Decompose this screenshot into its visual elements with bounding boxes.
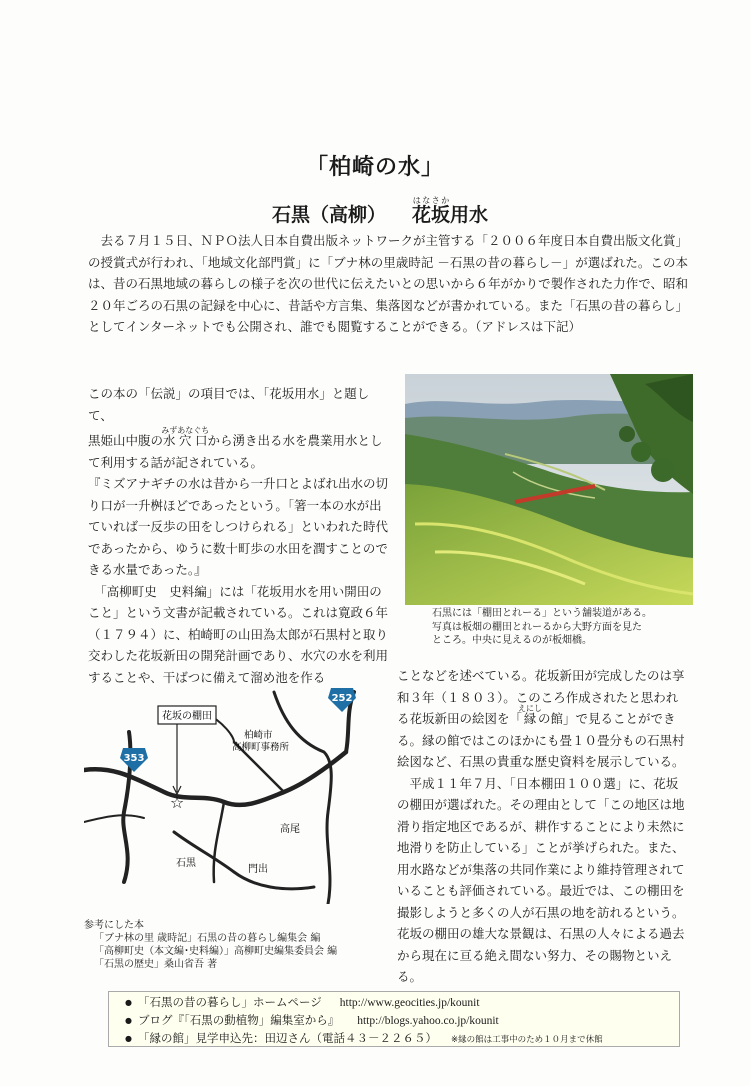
route-353-badge [120,748,148,772]
svg-text:252: 252 [331,693,353,704]
map-office-line1: 柏崎市 [244,730,273,741]
references [84,919,374,971]
left-p1: この本の「伝説」の項目では、「花坂用水」と題して、 [88,386,370,423]
area-map [84,682,368,904]
route-252-badge [328,688,356,712]
footer-info-box [108,991,680,1047]
footer-item-contact: ● 「縁の館」見学申込先：田辺さん（電話４３－２２６５） ※縁の館は工事中のため１０月まで休館 [125,1030,679,1049]
left-p4: 「高柳町史 史料編」には「花坂用水を用い開田のこと」という文書が記載されている。これは寛政６年（１７９４）に、柏崎町の山田為太郎が石黒村と取り交わした花坂新田の開発計画であり、水穴の水を利用することや、干ばつに備えて溜め池を作る [88,583,389,685]
subtitle-place: 石黒（高柳） [272,204,387,226]
right-p1: ことなどを述べている。花坂新田が完成したのは享和３年（１８０３）。このころ作成されたと思われる花坂新田の絵図を「縁えにしの館」で見ることができる。縁の館ではこのほかにも畳１０畳分もの石黒村絵図など、石黒の貴重な歴史資料を展示している。 [397,668,685,769]
left-p3: 『ミズアナギチの水は昔から一升口とよばれ出水の切り口が一升桝ほどであったという。「箸一本の水が出ていれば一反歩の田をしつけられる」といわれた時代であったから、ゆうに数十町歩の水田を潤すことのできる水量であった。』 [88,476,389,577]
left-column-text [88,383,388,688]
map-place-ishiguro: 石黒 [176,858,196,869]
footer-item-blog: ● ブログ『「石黒の動植物」編集室から』 http://blogs.yahoo.co.jp/kounit [125,1012,679,1030]
map-river [274,692,331,904]
subtitle-name: 花坂はなさか用水 [412,196,489,226]
map-place-takao: 高尾 [280,824,300,835]
reference-item: 「高柳町史（本文編･史料編）」高柳町史編集委員会 編 [94,946,338,957]
page-subtitle [272,196,488,227]
right-column-text [397,665,689,988]
right-p2: 平成１１年７月、「日本棚田１００選」に、花坂の棚田が選ばれた。その理由として「この地区は地滑り指定地区であるが、耕作することにより未然に地滑りを防止している」ことが挙げられた。また、用水路などが集落の共同作業により維持管理されていることも評価されている。最近では、この棚田を撮影しようと多くの人が石黒の地を訪れるという。花坂の棚田の雄大な景観は、石黒の人々による過去から現在に亘る絶え間ない努力、その賜物といえる。 [397,775,685,984]
footer-item-homepage: ● 「石黒の昔の暮らし」ホームページ http://www.geocities.jp/kounit [125,994,679,1012]
photo-caption: 石黒には「棚田とれーる」という舗装道がある。 写真は板畑の棚田とれーるから大野方面を見た ところ。中央に見えるのが板畑橋。 [432,608,652,646]
closure-note: ※縁の館は工事中のため１０月まで休館 [450,1035,603,1045]
terraced-rice-paddies-photo [405,374,693,605]
svg-text:353: 353 [123,753,145,764]
page-title: 「柏崎の水」 [305,155,444,180]
references-heading: 参考にした本 [84,920,144,931]
left-p2: 黒姫山中腹の水穴口みずあなぐちから湧き出る水を農業用水として利用する話が記されている。 [88,426,383,470]
subtitle-ruby: はなさか [412,196,451,205]
blog-link[interactable]: http://blogs.yahoo.co.jp/kounit [357,1015,499,1027]
map-place-kadode: 門出 [248,864,268,875]
homepage-link[interactable]: http://www.geocities.jp/kounit [339,997,480,1009]
map-star-marker: ☆ [169,793,185,812]
map-office-line2: 高柳町事務所 [232,742,290,753]
intro-paragraph: 去る７月１５日、ＮＰＯ法人日本自費出版ネットワークが主管する「２００６年度日本自費出版文化賞」の授賞式が行われ、「地域文化部門賞」に「ブナ林の里歳時記 －石黒の昔の暮らし－」が選ばれた。この本は、昔の石黒地域の暮らしの様子を次の世代に伝えたいとの思いから６年がかりで製作された力作で、昭和２０年ごろの石黒の記録を中心に、昔話や方言集、集落図などが書かれている。また「石黒の昔の暮らし」としてインターネットでも公開され、誰でも閲覧することができる。（アドレスは下記） [88,233,689,334]
reference-item: 「ブナ林の里 歳時記」石黒の昔の暮らし編集会 編 [94,933,321,944]
reference-item: 「石黒の歴史」桑山省吾 著 [94,959,218,970]
map-callout-label: 花坂の棚田 [162,711,212,722]
